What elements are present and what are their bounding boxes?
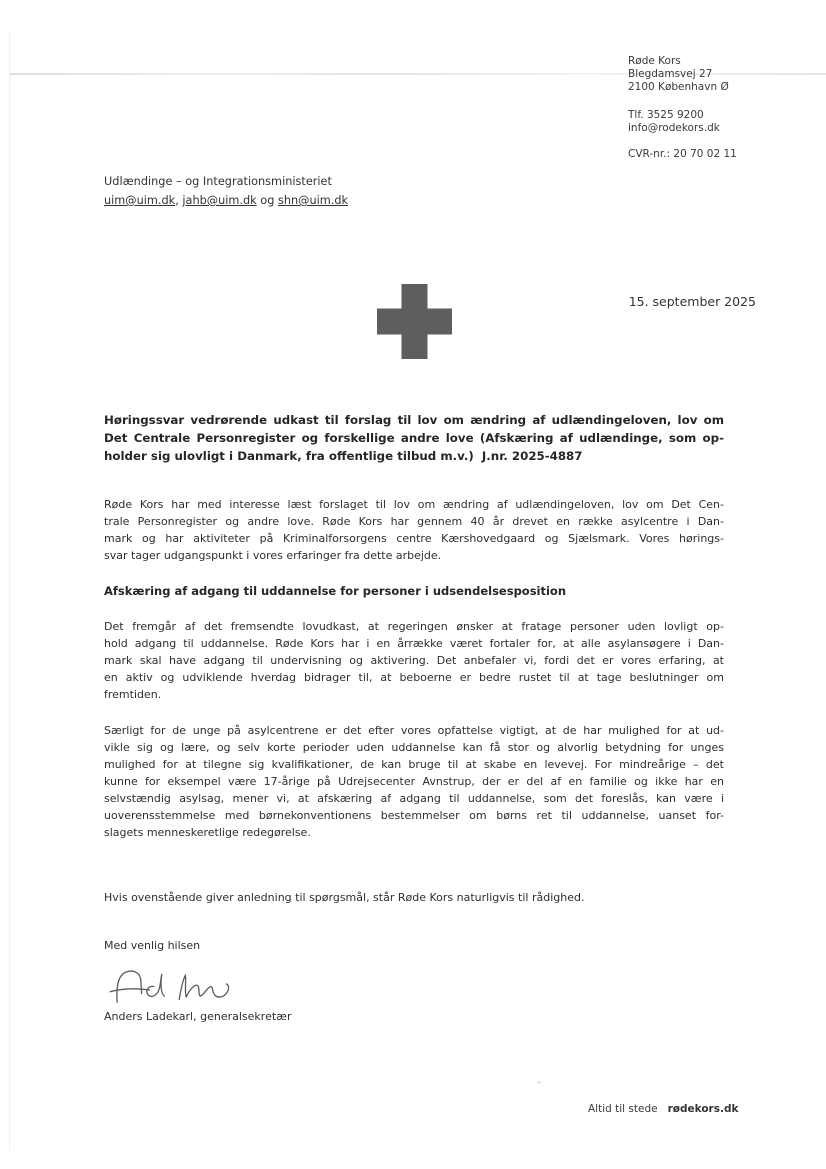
text-line: en aktiv og udviklende hverdag bidrager til, at beboerne er bedre rustet til at tage beslutninger om [104,671,724,684]
text-line: Røde Kors har med interesse læst forslaget til lov om ændring af udlændingeloven, lov om Det Cen- [104,498,724,511]
text-line: uoverensstemmelse med børnekonventionens bestemmelser om børns ret til uddannelse, uanset for- [104,809,724,822]
text-line: holder sig ulovligt i Danmark, fra offentlige tilbud m.v.) J.nr. 2025-4887 [104,449,583,463]
text-line: fremtiden. [104,688,162,701]
recipient-email-link[interactable]: uim@uim.dk [104,194,176,207]
letterhead-contact-group [628,109,737,135]
text-line: vikle sig og lære, og selv korte perioder uden uddannelse kan få stor og alvorlig betydning for unges [104,741,724,754]
email-separator: , [175,194,183,207]
text-line: mark og har aktiviteter på Kriminalforsorgens centre Kærshovedgaard og Sjælsmark. Vores hørings- [104,532,724,545]
text-line: Det Centrale Personregister og forskellige andre love (Afskæring af udlændinge, som op- [104,431,724,445]
footer [588,1103,738,1115]
scan-artifact-smudge [537,1081,541,1084]
subject-heading [104,411,724,465]
text-line: Særligt for de unge på asylcentrene er det efter vores opfattelse vigtigt, at de har mulighed for at ud- [104,724,724,737]
org-name: Røde Kors [628,55,681,67]
text-line: mulighed for at tilegne sig kvalifikationer, de kan bruge til at skabe en levevej. For mindreårige – det [104,758,724,771]
letter-body [104,411,724,1025]
salutation: Med venlig hilsen [104,939,201,952]
text-line: Det fremgår af det fremsendte lovudkast, at regeringen ønsker at fratage personer uden lovligt op- [104,620,724,633]
text-line: svar tager udgangspunkt i vores erfaringer fra dette arbejde. [104,549,442,562]
footer-website: rødekors.dk [667,1103,739,1115]
red-cross-logo [377,284,452,359]
text-line: slagets menneskeretlige redegørelse. [104,826,311,839]
email-separator: og [256,194,278,207]
org-cvr: CVR-nr.: 20 70 02 11 [628,148,737,160]
cross-icon [377,284,452,359]
paragraph-intro [104,496,724,564]
text-line: Høringssvar vedrørende udkast til forslag til lov om ændring af udlændingeloven, lov om [104,413,724,427]
recipient-email-link[interactable]: shn@uim.dk [277,194,349,207]
text-line: trale Personregister og andre love. Røde Kors har gennem 40 år drevet en række asylcentre i Dan- [104,515,724,528]
letterhead-address-group [628,55,737,94]
closing-line: Hvis ovenstående giver anledning til spørgsmål, står Røde Kors naturligvis til rådighed. [104,891,585,904]
text-line: selvstændig asylsag, mener vi, at afskæring af adgang til uddannelse, som det foreslås, kan være i [104,792,724,805]
handwritten-signature-icon [104,960,244,1006]
signer-name: Anders Ladekarl, generalsekretær [104,1010,292,1023]
signature-image [104,960,724,1008]
org-email: info@rodekors.dk [628,122,720,134]
scan-artifact-left-edge [9,30,10,1151]
recipient-emails [104,191,348,210]
org-city: 2100 København Ø [628,81,729,93]
letter-date: 15. september 2025 [628,294,756,309]
section-heading: Afskæring af adgang til uddannelse for personer i udsendelsesposition [104,584,567,598]
recipient-email-link[interactable]: jahb@uim.dk [182,194,257,207]
paragraph-minors [104,722,724,841]
letterhead-block [628,55,737,161]
paragraph-education [104,618,724,703]
recipient-block [104,172,348,210]
text-line: kunne for eksempel være 17-årige på Udrejsecenter Avnstrup, der er del af en familie og ikke har en [104,775,724,788]
footer-tagline: Altid til stede [588,1103,658,1115]
text-line: mark skal have adgang til undervisning og aktivering. Det anbefaler vi, fordi det er vores erfaring, at [104,654,724,667]
recipient-ministry: Udlændinge – og Integrationsministeriet [104,175,332,188]
text-line: hold adgang til uddannelse. Røde Kors har i en årrække været fortaler for, at alle asylansøgere i Dan- [104,637,724,650]
org-street: Blegdamsvej 27 [628,68,713,80]
org-phone: Tlf. 3525 9200 [628,109,704,121]
